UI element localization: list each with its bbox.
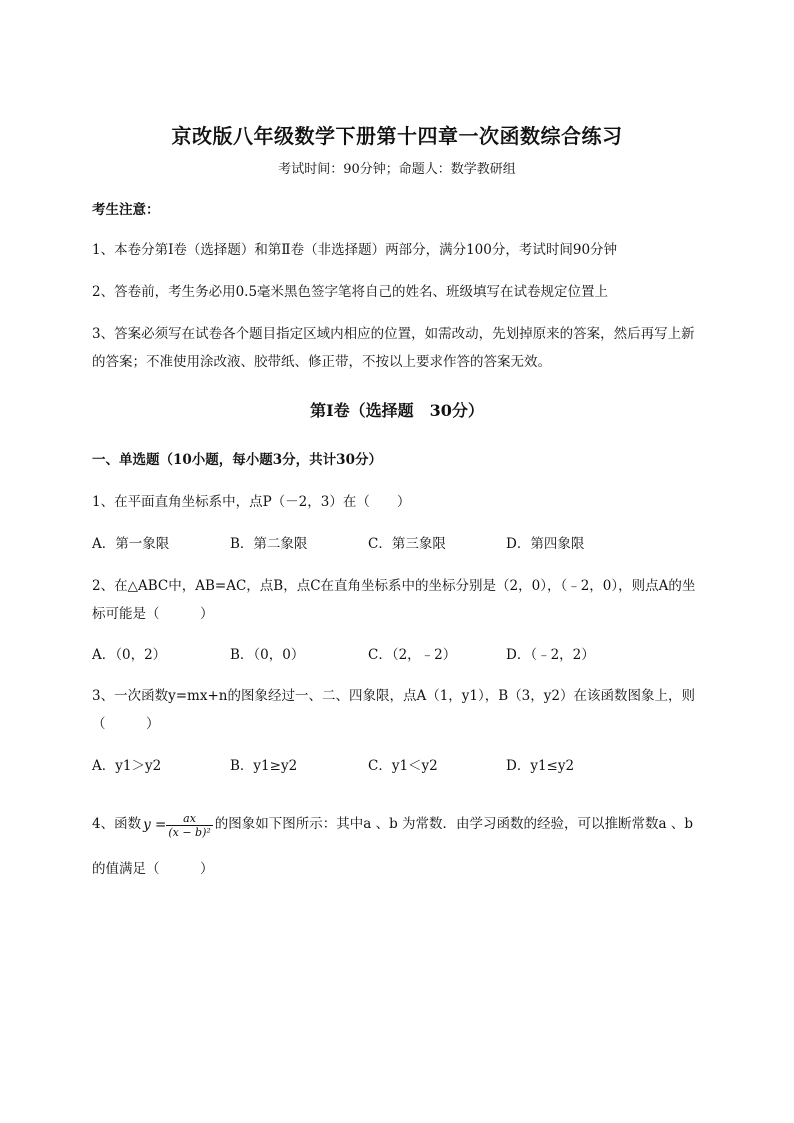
question-1-option-a[interactable]: A．第一象限 [92,536,170,552]
formula-numerator: ax [166,812,212,826]
notice-item-2: 2、答卷前，考生务必用0.5毫米黑色签字笔将自己的姓名、班级填写在试卷规定位置上 [92,284,609,300]
question-3-stem: 3、一次函数y=mx+n的图象经过一、二、四象限，点A（1，y1），B（3，y2）在该函数图象上，则（ ） [92,688,695,732]
question-2-option-c[interactable]: C．（2，﹣2） [368,647,457,663]
question-1-option-d[interactable]: D．第四象限 [506,536,585,552]
question-4-stem-line2: 的值满足（ ） [92,861,214,877]
question-3-option-b[interactable]: B．y1≥y2 [230,758,298,774]
formula-lhs: y = [143,816,167,833]
question-4-formula [143,807,213,843]
notice-item-1: 1、本卷分第I卷（选择题）和第Ⅱ卷（非选择题）两部分，满分100分，考试时间90分钟 [92,242,618,258]
question-2-option-a[interactable]: A．（0，2） [92,647,167,663]
formula-fraction [166,812,212,839]
question-3-option-c[interactable]: C．y1＜y2 [368,758,438,774]
formula-denominator: (x − b)² [168,825,211,839]
question-1-stem: 1、在平面直角坐标系中，点P（－2，3）在（ ） [92,494,411,510]
question-2-option-b[interactable]: B．（0，0） [230,647,305,663]
part-heading: 一、单选题（10小题，每小题3分，共计30分） [92,452,382,468]
question-2-stem: 2、在△ABC中，AB=AC，点B，点C在直角坐标系中的坐标分别是（2，0），（﹣2，0），则点A的坐标可能是（ ） [92,578,696,622]
question-4-prefix: 4、函数 [92,816,142,832]
page-title: 京改版八年级数学下册第十四章一次函数综合练习 [171,124,623,148]
question-1-option-b[interactable]: B．第二象限 [230,536,308,552]
question-2-option-d[interactable]: D．（﹣2，2） [506,647,595,663]
question-4-suffix: 的图象如下图所示：其中a 、b 为常数．由学习函数的经验，可以推断常数a 、b [214,816,694,832]
notice-heading: 考生注意： [92,202,160,218]
question-4-stem [92,806,752,843]
notice-item-3: 3、答案必须写在试卷各个题目指定区域内相应的位置，如需改动，先划掉原来的答案，然后再写上新的答案；不准使用涂改液、胶带纸、修正带，不按以上要求作答的答案无效。 [92,326,695,370]
exam-info: 考试时间：90分钟；命题人：数学教研组 [278,162,516,177]
question-3-option-a[interactable]: A．y1＞y2 [92,758,162,774]
section-title: 第I卷（选择题 30分） [310,401,484,420]
question-3-option-d[interactable]: D．y1≤y2 [506,758,575,774]
question-1-option-c[interactable]: C．第三象限 [368,536,446,552]
